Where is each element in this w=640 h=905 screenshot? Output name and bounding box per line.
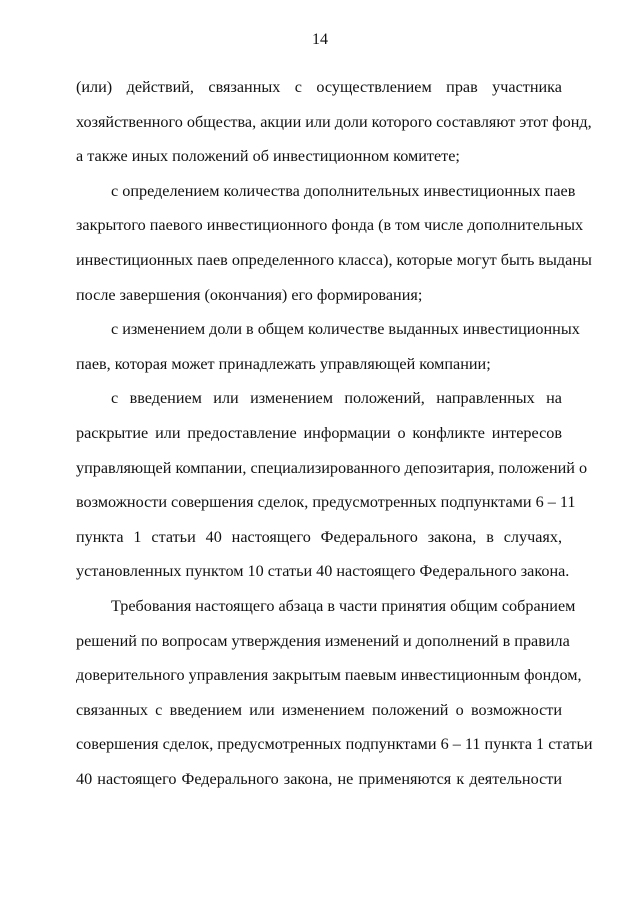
paragraph-line: 40 настоящего Федерального закона, не применяются к деятельности: [76, 769, 562, 788]
paragraph-4: [76, 381, 593, 796]
paragraph-3: [76, 312, 580, 381]
paragraph-line: с изменением доли в общем количестве выданных инвестиционных: [111, 320, 580, 339]
paragraph-line: а также иных положений об инвестиционном комитете;: [76, 147, 460, 166]
paragraph-line: Требования настоящего абзаца в части принятия общим собранием: [111, 596, 576, 615]
paragraph-line: (или) действий, связанных с осуществлением прав участника: [76, 78, 562, 96]
paragraph-2: [76, 174, 592, 312]
paragraph-line: паев, которая может принадлежать управляющей компании;: [76, 354, 491, 373]
page-number: 14: [312, 31, 328, 48]
paragraph-line: возможности совершения сделок, предусмотренных подпунктами 6 – 11: [76, 493, 576, 512]
paragraph-line: с определением количества дополнительных инвестиционных паев: [111, 181, 576, 200]
paragraph-line: совершения сделок, предусмотренных подпунктами 6 – 11 пункта 1 статьи: [76, 735, 593, 754]
paragraph-line: хозяйственного общества, акции или доли которого составляют этот фонд,: [76, 112, 592, 131]
paragraph-line: инвестиционных паев определенного класса), которые могут быть выданы: [76, 250, 592, 269]
paragraph-line: связанных с введением или изменением положений о возможности: [76, 700, 562, 719]
paragraph-line: доверительного управления закрытым паевым инвестиционным фондом,: [76, 666, 582, 685]
paragraph-line: решений по вопросам утверждения изменений и дополнений в правила: [76, 631, 570, 650]
paragraph-line: установленных пунктом 10 статьи 40 настоящего Федерального закона.: [76, 562, 570, 581]
paragraph-line: закрытого паевого инвестиционного фонда (в том числе дополнительных: [76, 216, 584, 235]
paragraph-line: с введением или изменением положений, направленных на: [111, 389, 562, 408]
paragraph-1: [76, 70, 592, 174]
paragraph-line: после завершения (окончания) его формирования;: [76, 285, 423, 304]
paragraph-line: пункта 1 статьи 40 настоящего Федерального закона, в случаях,: [76, 527, 562, 546]
paragraph-line: раскрытие или предоставление информации о конфликте интересов: [76, 423, 562, 442]
paragraph-line: управляющей компании, специализированного депозитария, положений о: [76, 458, 588, 477]
document-body: [76, 70, 593, 796]
